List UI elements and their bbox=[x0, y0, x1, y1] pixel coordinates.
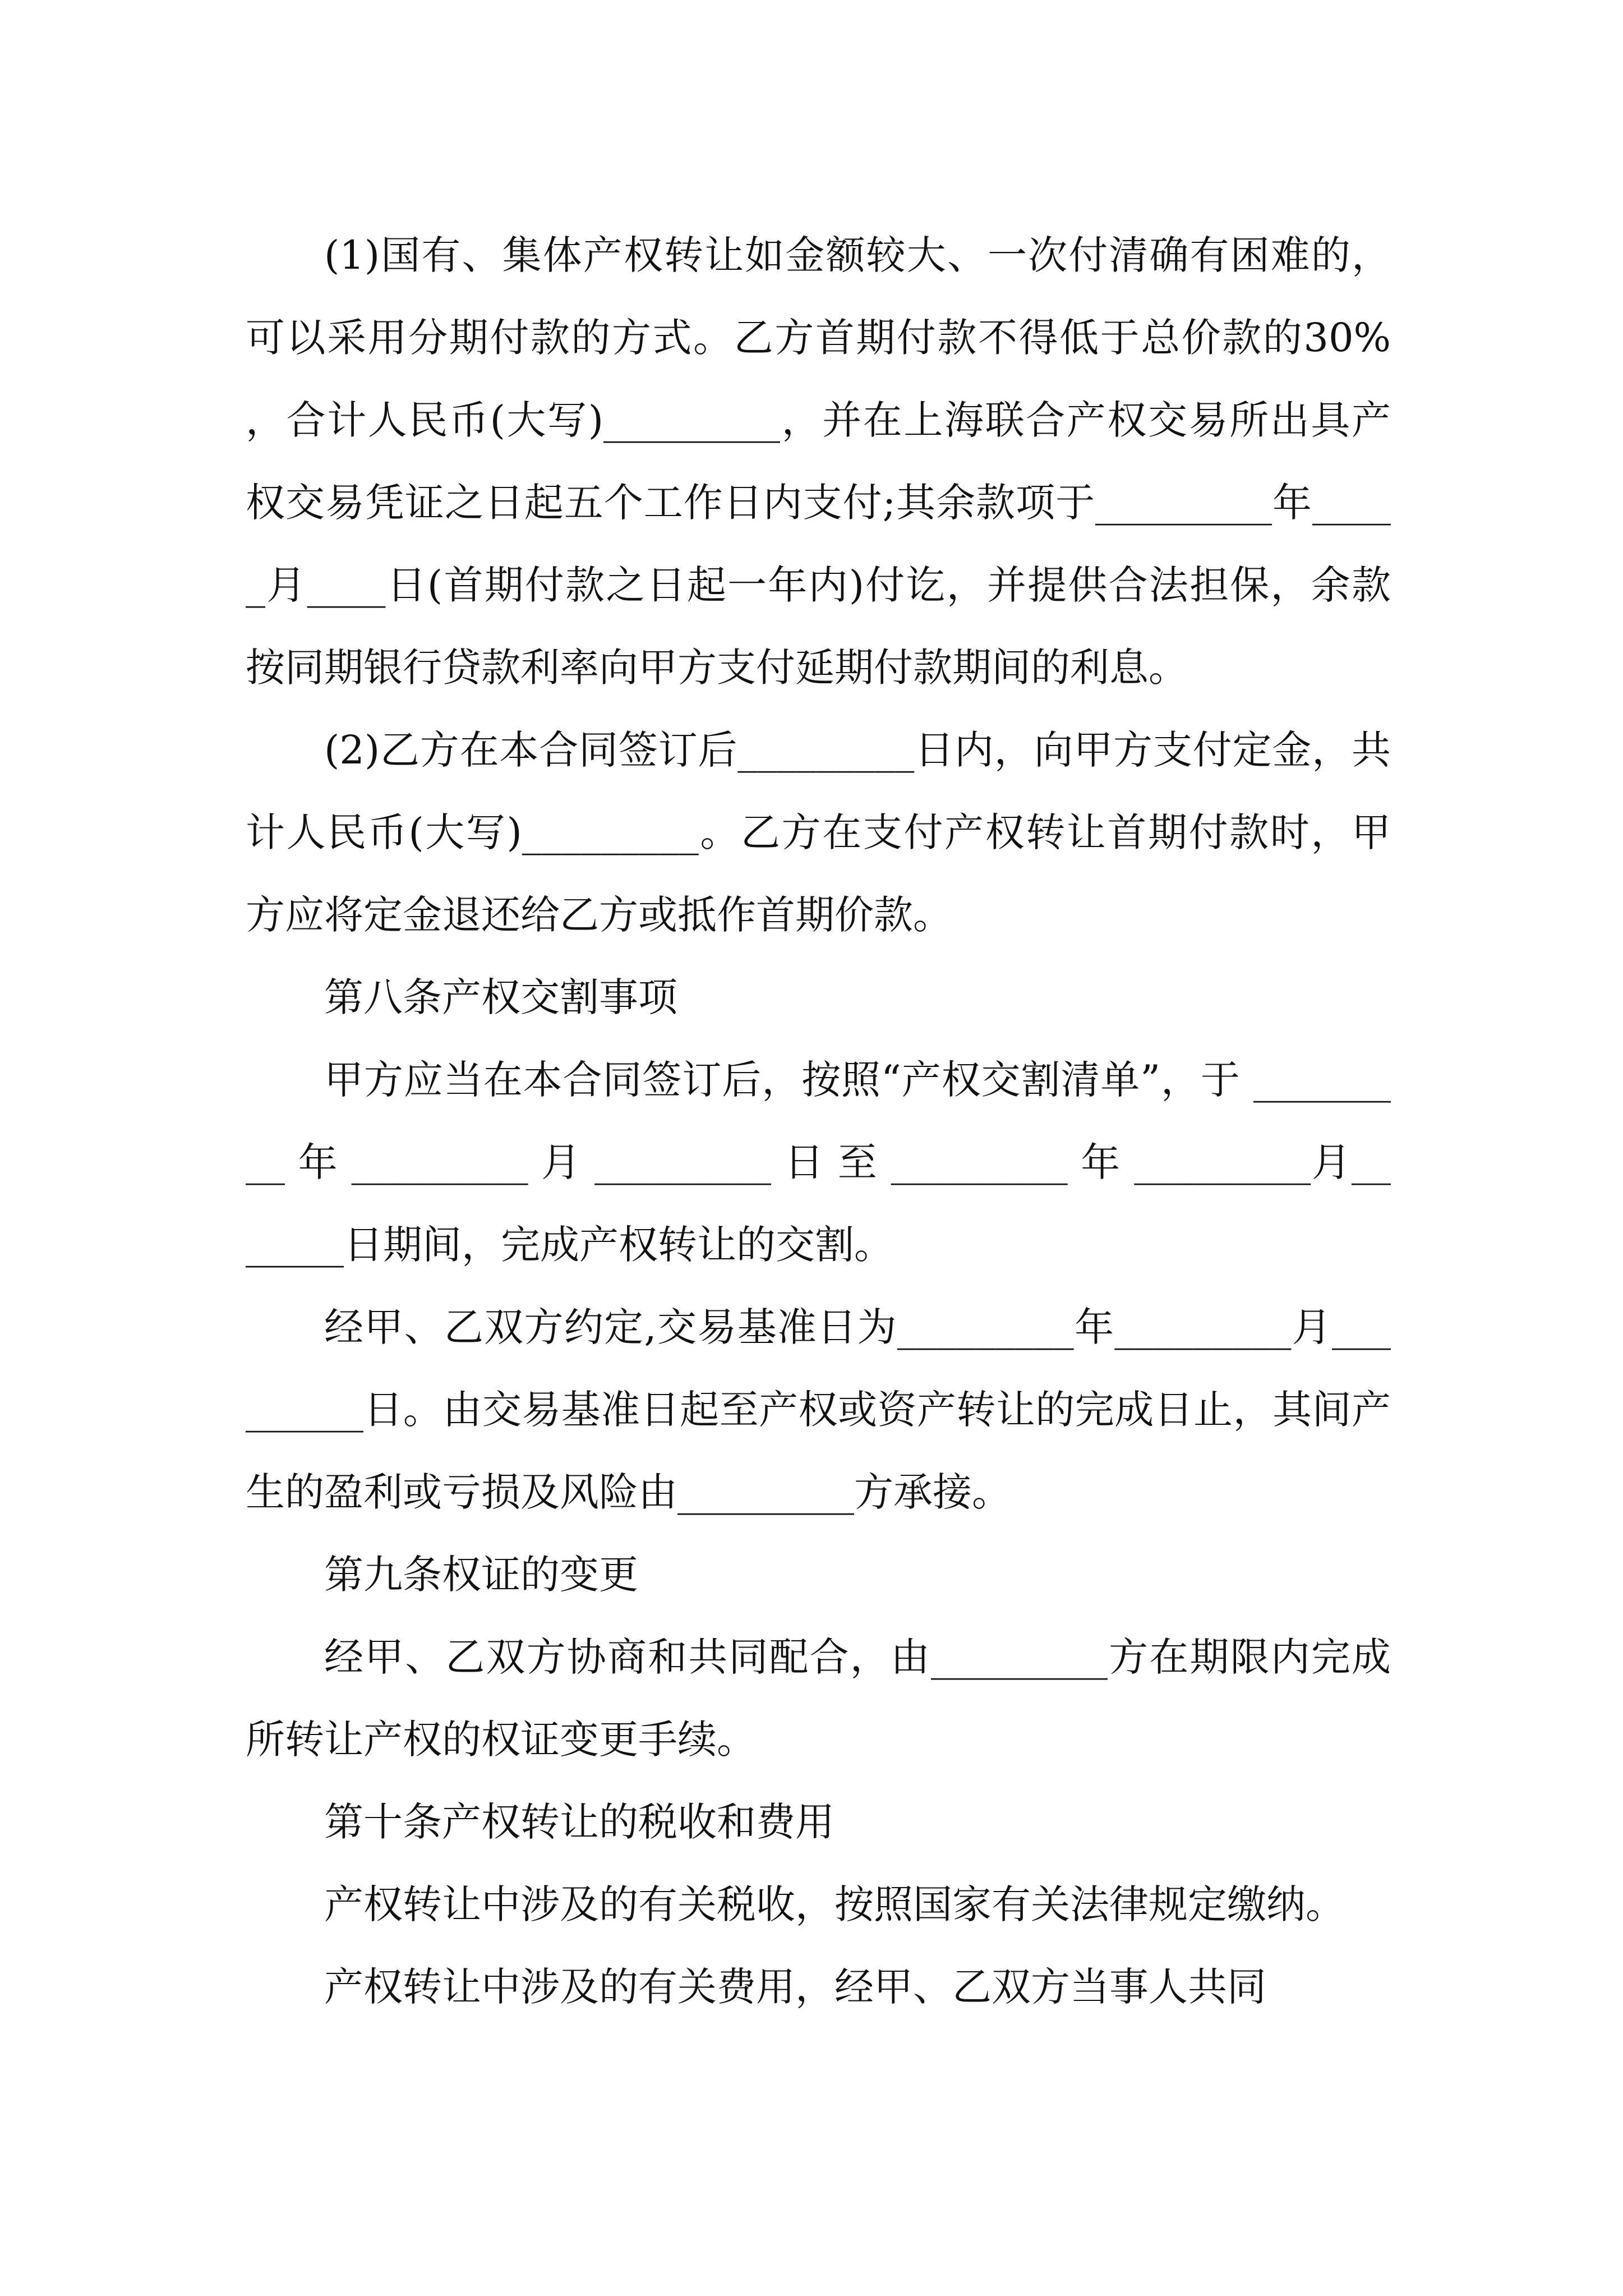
paragraph-handover-period: 甲方应当在本合同签订后，按照“产权交割清单”，于 _________ 年 _________ 月 _________ 日 至 _________ 年 _________月_______日期间，完成产权转让的交割。 bbox=[246, 1057, 1391, 1268]
paragraph-installment-payment: (1)国有、集体产权转让如金额较大、一次付清确有困难的，可以采用分期付款的方式。乙方首期付款不得低于总价款的30%，合计人民币(大写)_________，并在上海联合产权交易所出具产权交易凭证之日起五个工作日内支付;其余款项于_________年_____月____日(首期付款之日起一年内)付讫，并提供合法担保，余款按同期银行贷款利率向甲方支付延期付款期间的利息。 bbox=[246, 232, 1391, 691]
paragraph-taxes: 产权转让中涉及的有关税收，按照国家有关法律规定缴纳。 bbox=[324, 1881, 1345, 1927]
article-9-heading: 第九条权证的变更 bbox=[324, 1552, 638, 1598]
article-8-heading: 第八条产权交割事项 bbox=[324, 974, 677, 1020]
article-10-heading: 第十条产权转让的税收和费用 bbox=[324, 1799, 834, 1845]
document-body bbox=[246, 214, 1391, 2028]
paragraph-certificate-change: 经甲、乙双方协商和共同配合，由_________方在期限内完成所转让产权的权证变更手续。 bbox=[246, 1634, 1391, 1763]
paragraph-base-date: 经甲、乙双方约定,交易基准日为_________年_________月_________日。由交易基准日起至产权或资产转让的完成日止，其间产生的盈利或亏损及风险由_________方承接。 bbox=[246, 1304, 1391, 1515]
paragraph-deposit: (2)乙方在本合同签订后_________日内，向甲方支付定金，共计人民币(大写)_________。乙方在支付产权转让首期付款时，甲方应将定金退还给乙方或抵作首期价款。 bbox=[246, 727, 1391, 938]
paragraph-fees: 产权转让中涉及的有关费用，经甲、乙双方当事人共同 bbox=[324, 1964, 1266, 2010]
